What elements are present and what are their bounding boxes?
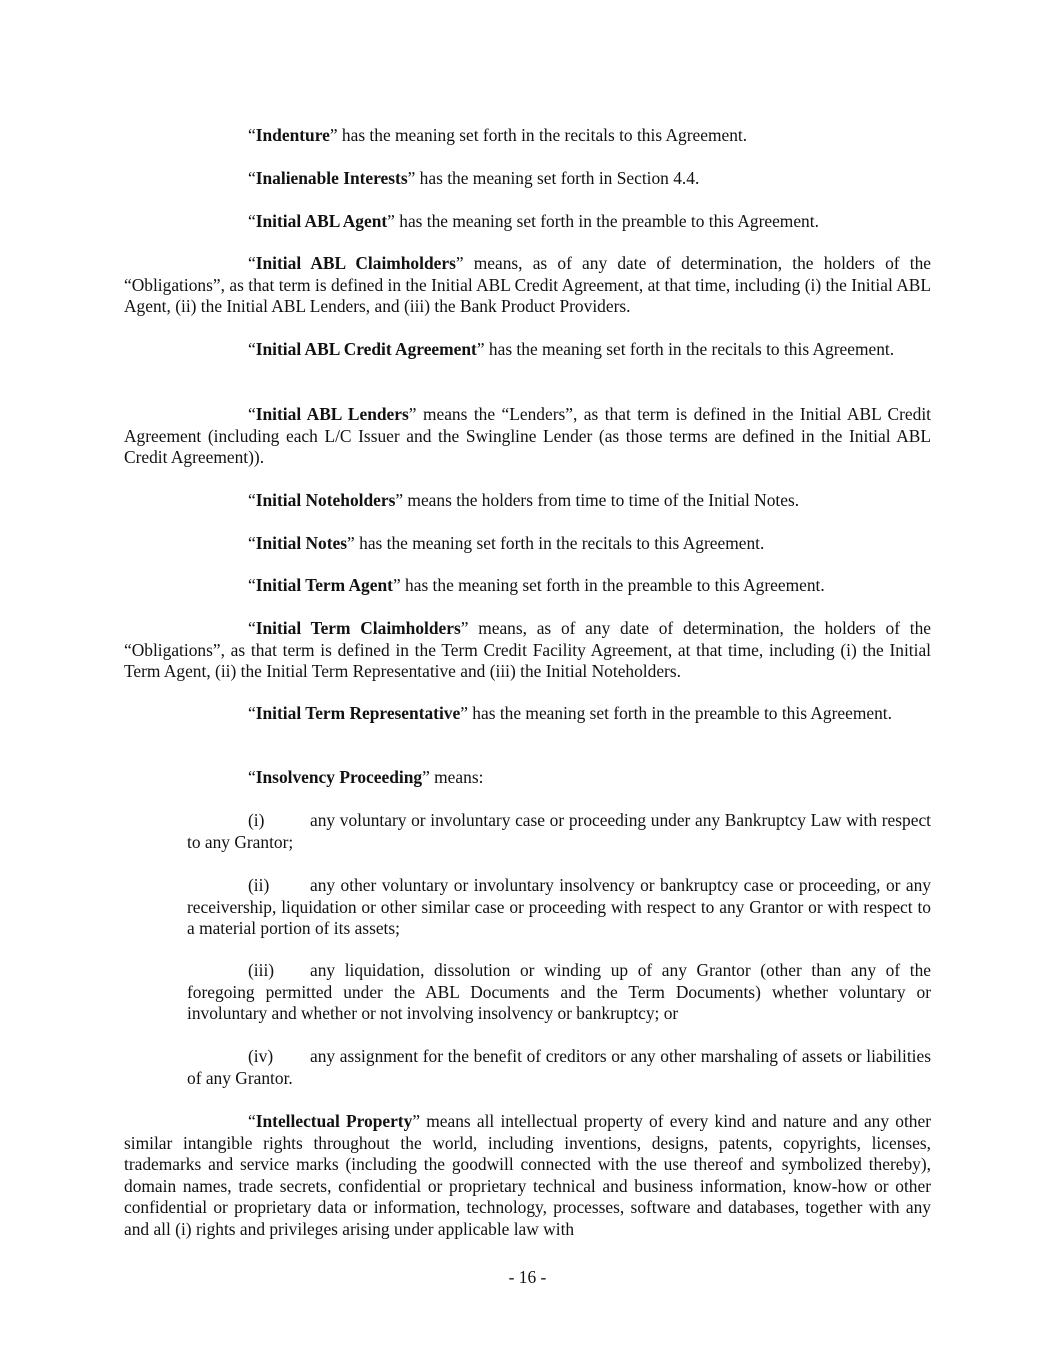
definition-initial-term-claimholders: “Initial Term Claimholders” means, as of any date of determination, the holders of the “Obligations”, as that term is defined in the Term Credit Facility Agreement, at that time, including (i) the Initial Term Agent, (ii) the Initial Term Representative and (iii) the Initial Noteholders. [124,618,931,682]
item-number: (iii) [248,960,275,980]
definition-initial-abl-agent: “Initial ABL Agent” has the meaning set forth in the preamble to this Agreement. [248,211,819,231]
definition-initial-notes: “Initial Notes” has the meaning set forth in the recitals to this Agreement. [248,533,765,553]
defined-term: Initial Term Claimholders [255,618,461,638]
item-text: any voluntary or involuntary case or proceeding under any Bankruptcy Law with respect to any Grantor; [187,810,931,852]
defined-term: Inalienable Interests [255,168,408,188]
defined-term: Initial ABL Agent [255,211,388,231]
definition-text: has the meaning set forth in the preamble to this Agreement. [399,211,819,231]
defined-term: Initial ABL Claimholders [255,253,456,273]
item-text: any other voluntary or involuntary insolvency or bankruptcy case or proceeding, or any receivership, liquidation or other similar case or proceeding with respect to any Grantor or with respect to a material portion of its assets; [187,875,931,939]
definition-initial-abl-lenders: “Initial ABL Lenders” means the “Lenders”, as that term is defined in the Initial ABL Credit Agreement (including each L/C Issuer and the Swingline Lender (as those terms are defined in the Initial ABL Credit Agreement)). [124,404,931,468]
defined-term: Initial Notes [255,533,348,553]
page-number: - 16 - [508,1267,547,1287]
definition-text: means, as of any date of determination, the holders of the “Obligations”, as that term is defined in the Initial ABL Credit Agreement, at that time, including (i) the Initial ABL Agent, (ii) the Initial ABL Lenders, and (iii) the Bank Product Providers. [124,253,931,317]
definition-text: has the meaning set forth in the preamble to this Agreement. [405,575,825,595]
definition-intellectual-property: “Intellectual Property” means all intellectual property of every kind and nature and any other similar intangible rights throughout the world, including inventions, designs, patents, copyrights, licenses, trademarks and service marks (including the goodwill connected with the use thereof and symbolized thereby), domain names, trade secrets, confidential or proprietary technical and business information, know-how or other confidential or proprietary data or information, technology, processes, software and databases, together with any and all (i) rights and privileges arising under applicable law with [124,1111,932,1239]
defined-term: Initial Noteholders [255,490,396,510]
definition-text: has the meaning set forth in the recitals to this Agreement. [488,339,895,359]
definition-indenture: “Indenture” has the meaning set forth in the recitals to this Agreement. [248,125,748,145]
defined-term: Initial ABL Credit Agreement [255,339,477,359]
insolvency-item [187,1046,931,1089]
definition-initial-abl-claimholders: “Initial ABL Claimholders” means, as of any date of determination, the holders of the “Obligations”, as that term is defined in the Initial ABL Credit Agreement, at that time, including (i) the Initial ABL Agent, (ii) the Initial ABL Lenders, and (iii) the Bank Product Providers. [124,253,931,317]
definition-text: has the meaning set forth in the recitals to this Agreement. [341,125,748,145]
definition-text: means, as of any date of determination, the holders of the “Obligations”, as that term is defined in the Term Credit Facility Agreement, at that time, including (i) the Initial Term Agent, (ii) the Initial Term Representative and (iii) the Initial Noteholders. [124,618,931,682]
defined-term: Indenture [255,125,330,145]
defined-term: Initial Term Agent [255,575,393,595]
definition-text: has the meaning set forth in Section 4.4. [419,168,700,188]
defined-term: Initial ABL Lenders [255,404,409,424]
defined-term: Intellectual Property [255,1111,413,1131]
definition-text: means: [434,767,484,787]
insolvency-item [187,960,931,1025]
definition-insolvency-proceeding: “Insolvency Proceeding” means: [248,767,484,787]
definition-initial-abl-credit-agreement: “Initial ABL Credit Agreement” has the meaning set forth in the recitals to this Agreement. [248,339,895,359]
definition-initial-term-agent: “Initial Term Agent” has the meaning set forth in the preamble to this Agreement. [248,575,825,595]
definition-text: means the “Lenders”, as that term is defined in the Initial ABL Credit Agreement (including each L/C Issuer and the Swingline Lender (as those terms are defined in the Initial ABL Credit Agreement)). [124,404,931,468]
insolvency-item [187,810,931,853]
defined-term: Insolvency Proceeding [255,767,423,787]
insolvency-item [187,875,931,940]
definition-initial-noteholders: “Initial Noteholders” means the holders from time to time of the Initial Notes. [248,490,800,510]
item-text: any liquidation, dissolution or winding up of any Grantor (other than any of the foregoing permitted under the ABL Documents and the Term Documents) whether voluntary or involuntary and whether or not involving insolvency or bankruptcy; or [187,960,931,1024]
definition-text: means the holders from time to time of the Initial Notes. [407,490,800,510]
definition-text: has the meaning set forth in the recitals to this Agreement. [359,533,765,553]
item-number: (ii) [248,875,270,895]
item-text: any assignment for the benefit of creditors or any other marshaling of assets or liabilities of any Grantor. [187,1046,931,1088]
defined-term: Initial Term Representative [255,703,461,723]
definition-text: means all intellectual property of every kind and nature and any other similar intangible rights throughout the world, including inventions, designs, patents, copyrights, licenses, trademarks and service marks (including the goodwill connected with the use thereof and symbolized thereby), domain names, trade secrets, confidential or proprietary technical and business information, know-how or other confidential or proprietary data or information, technology, processes, software and databases, together with any and all (i) rights and privileges arising under applicable law with [124,1111,932,1239]
definition-text: has the meaning set forth in the preamble to this Agreement. [472,703,892,723]
item-number: (i) [248,810,265,830]
definition-initial-term-representative: “Initial Term Representative” has the meaning set forth in the preamble to this Agreement. [248,703,892,723]
item-number: (iv) [248,1046,274,1066]
definition-inalienable-interests: “Inalienable Interests” has the meaning set forth in Section 4.4. [248,168,700,188]
